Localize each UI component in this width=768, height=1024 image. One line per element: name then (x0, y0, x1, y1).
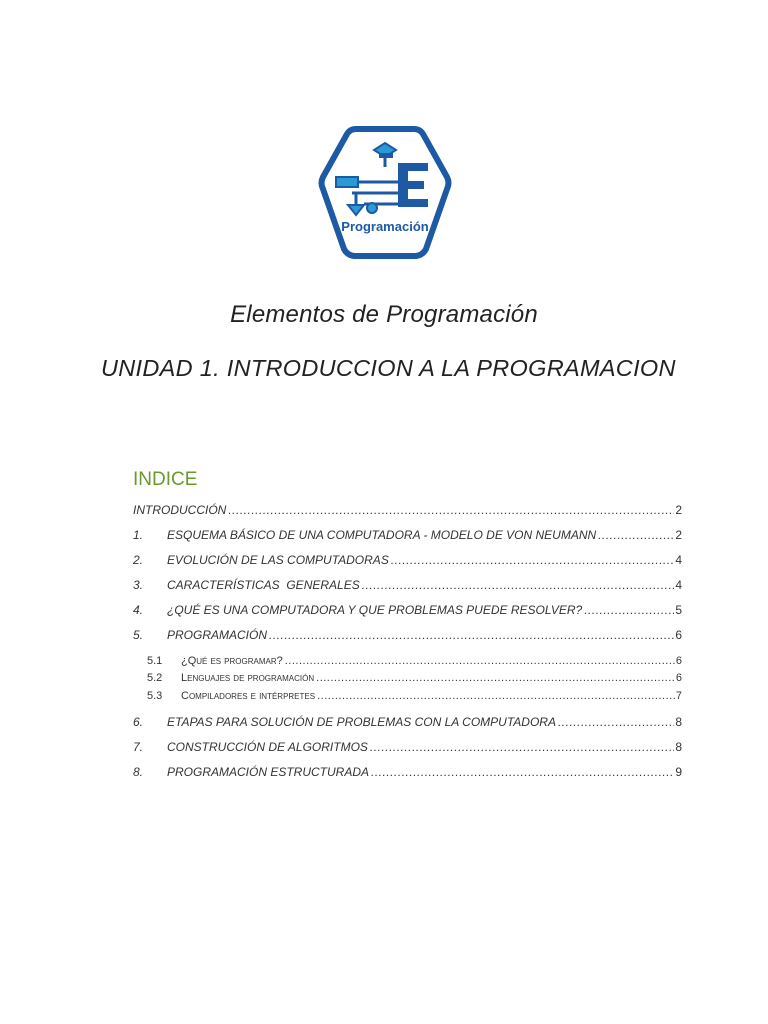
toc-page-number: 6 (675, 655, 682, 667)
toc-entry-label: PROGRAMACIÓN (167, 628, 268, 642)
toc-page-number: 8 (675, 715, 682, 729)
toc-entry-number: 6. (133, 715, 144, 729)
toc-page-number: 6 (675, 672, 682, 684)
toc-entry-label: PROGRAMACIÓN ESTRUCTURADA (167, 765, 370, 779)
toc-entry-7[interactable] (133, 740, 682, 756)
toc-entry-5-2[interactable] (147, 672, 682, 686)
toc-entry-4[interactable] (133, 603, 682, 619)
toc-entry-label: ¿QUÉ ES UNA COMPUTADORA Y QUE PROBLEMAS PUEDE RESOLVER? (167, 603, 583, 617)
toc-entry-1[interactable] (133, 528, 682, 544)
toc-entry-5[interactable] (133, 628, 682, 644)
toc-leader (598, 528, 674, 542)
toc-entry-label: Lenguajes de programación (181, 672, 315, 684)
toc-entry-5-3[interactable] (147, 690, 682, 704)
toc-page-number: 5 (675, 603, 682, 617)
toc-entry-number: 5.3 (147, 690, 163, 702)
toc-page-number: 7 (675, 690, 682, 702)
toc-entry-number: 5. (133, 628, 144, 642)
toc-heading: INDICE (133, 469, 198, 490)
toc-leader (228, 503, 674, 517)
toc-entry-3[interactable] (133, 578, 682, 594)
toc-page-number: 2 (675, 503, 682, 517)
toc-entry-8[interactable] (133, 765, 682, 781)
toc-page-number: 6 (675, 628, 682, 642)
toc-entry-label: ESQUEMA BÁSICO DE UNA COMPUTADORA - MODELO DE VON NEUMANN (167, 528, 597, 542)
programacion-logo (316, 125, 454, 267)
toc-entry-introduccion[interactable] (133, 503, 682, 519)
toc-entry-label: CONSTRUCCIÓN DE ALGORITMOS (167, 740, 368, 754)
toc-entry-label: EVOLUCIÓN DE LAS COMPUTADORAS (167, 553, 389, 567)
toc-entry-label: ETAPAS PARA SOLUCIÓN DE PROBLEMAS CON LA COMPUTADORA (167, 715, 556, 729)
toc-entry-label: ¿Qué es programar? (181, 655, 283, 667)
toc-entry-6[interactable] (133, 715, 682, 731)
toc-entry-number: 2. (133, 553, 144, 567)
toc-entry-number: 1. (133, 528, 144, 542)
toc-entry-number: 7. (133, 740, 144, 754)
toc-entry-number: 5.2 (147, 672, 163, 684)
toc-leader (269, 628, 674, 642)
toc-page-number: 9 (675, 765, 682, 779)
toc-leader (316, 672, 675, 684)
e-letter-icon (398, 163, 428, 207)
toc-entry-2[interactable] (133, 553, 682, 569)
toc-entry-number: 4. (133, 603, 144, 617)
toc-leader (584, 603, 674, 617)
toc-entry-number: 8. (133, 765, 144, 779)
toc-leader (285, 655, 675, 667)
toc-leader (317, 690, 675, 702)
toc-leader (391, 553, 674, 567)
toc-entry-label: Compiladores e intérpretes (181, 690, 316, 702)
toc-entry-label: INTRODUCCIÓN (133, 503, 227, 517)
toc-leader (371, 765, 674, 779)
toc-page-number: 2 (675, 528, 682, 542)
toc-leader (370, 740, 674, 754)
toc-leader (558, 715, 674, 729)
toc-page-number: 8 (675, 740, 682, 754)
toc-leader (362, 578, 675, 592)
toc-entry-number: 5.1 (147, 655, 163, 667)
toc-page-number: 4 (675, 578, 682, 592)
toc-entry-number: 3. (133, 578, 144, 592)
toc-entry-5-1[interactable] (147, 655, 682, 669)
logo-text: Programación (341, 219, 429, 234)
document-subtitle: Elementos de Programación (230, 301, 538, 328)
toc-entry-label: CARACTERÍSTICAS GENERALES (167, 578, 360, 592)
toc-page-number: 4 (675, 553, 682, 567)
unit-title: UNIDAD 1. INTRODUCCION A LA PROGRAMACION (101, 355, 676, 381)
